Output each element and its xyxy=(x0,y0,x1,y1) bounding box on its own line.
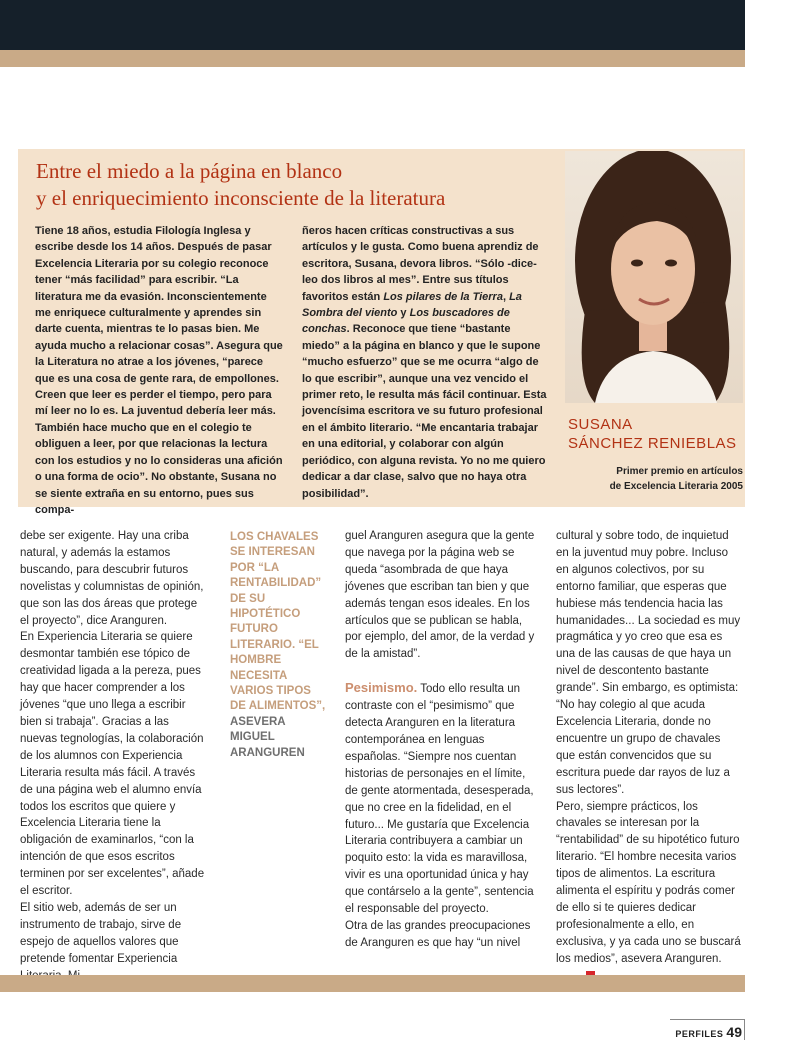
paragraph: En Experiencia Literaria se quiere desmontar también ese tópico de creatividad ligada a la pereza, pues hay que hacer comprender a los jóvenes “que uno llega a escribir bien si trabaja”. Gracias a las nuevas tegnologías, la colaboración de los alumnos con Experiencia Literaria resulta más fácil. A través de una página web el alumno envía todos los escritos que quiere y Excelencia Literaria tiene la obligación de examinarlos, “con la intención de que esos escritos terminen por ser excelentes”, añade el escritor. xyxy=(20,631,205,898)
folio-tick xyxy=(744,1019,745,1040)
bottom-tan-band xyxy=(0,975,745,992)
paragraph-text: Todo ello resulta un contraste con el “pesimismo” que detecta Aranguren en la literatura contemporánea en lenguas españolas. “Siempre nos cuentan historias de personajes en el límite, de gente atormentada, desesperada, que no cree en la fidelidad, en el futuro... Me gustaría que Excelencia Literaria contribuyera a cambiar un poquito esto: la vida es maravillosa, vivir es una oportunidad única y hay que contárselo a la gente”, sentencia el responsable del proyecto. xyxy=(345,683,534,916)
section-label: PERFILES xyxy=(675,1029,724,1039)
pull-quote xyxy=(230,530,330,761)
portrait-photo xyxy=(565,151,743,403)
article-column-1 xyxy=(20,528,208,984)
paragraph: debe ser exigente. Hay una criba natural, y además la estamos buscando, para descubrir futuros novelistas y columnistas de opinión, que son las dos áreas que protege el proyecto”, dice Aranguren. xyxy=(20,530,204,627)
box-column-1: Tiene 18 años, estudia Filología Inglesa y escribe desde los 14 años. Después de pasar Excelencia Literaria por su colegio reconoce tener “más facilidad” para escribir. “La literatura me da evasión. Inconscientemente me enriquece culturalmente y aprendes sin darte cuenta, mientras te lo pasas bien. Me ayuda mucho a relacionar cosas”. Asegura que la Literatura no atrae a los jóvenes, “parece que es una cosa de gente rara, de empollones. Creen que leer es perder el tiempo, pero para mí leer no lo es. La juventud debería leer más. También hace mucho que en el colegio te obliguen a leer, por que relacionas la lectura con los estudios y no lo consideras una afición o una forma de ocio”. No obstante, Susana no se siente extraña en su entorno, pues sus compa- xyxy=(35,225,283,516)
paragraph: cultural y sobre todo, de inquietud en la juventud muy pobre. Incluso en algunos colectivos, por su entorno familiar, que esperas que hubiese más tendencia hacia las humanidades... La sociedad es muy pragmática y yo creo que esa es una de las causas de que haya un nivel de descontento bastante grande”. Sin embargo, es optimista: “No hay colegio al que acuda Excelencia Literaria, donde no encuentre un grupo de chavales que están convencidos que su escritura puede dar rayos de luz a sus lectores”. xyxy=(556,530,741,796)
page-number: 49 xyxy=(726,1024,742,1040)
book-title-3: Los buscadores de conchas xyxy=(302,307,510,336)
book-title-1: Los pilares de la Tierra xyxy=(383,290,503,303)
box-title xyxy=(36,158,566,212)
paragraph: El sitio web, además de ser un instrumento de trabajo, sirve de espejo de aquellos valores que pretende fomentar Experiencia xyxy=(20,901,182,965)
portrait-illustration xyxy=(565,151,743,403)
box-column-2 xyxy=(302,223,550,502)
caption-award-line2: de Excelencia Literaria 2005 xyxy=(609,481,743,492)
box-col2-text-a: ñeros hacen críticas constructivas a sus artículos y le gusta. Como buena aprendiz de escritora, Susana, devora libros. “Sólo -dice- leo dos libros al mes”. Entre sus títulos favoritos están xyxy=(302,225,539,303)
folio-rule xyxy=(670,1019,745,1020)
paragraph xyxy=(556,799,741,985)
pull-quote-text: LOS CHAVALES SE INTERESAN POR “LA RENTABILIDAD” DE SU HIPOTÉTICO FUTURO LITERARIO. “EL HOMBRE NECESITA VARIOS TIPOS DE ALIMENTOS”, xyxy=(230,531,326,713)
pull-quote-attribution: ASEVERA MIGUEL ARANGUREN xyxy=(230,715,305,759)
caption-award-line1: Primer premio en artículos xyxy=(616,466,743,477)
book-separator-2: y xyxy=(397,307,410,320)
paragraph-text: Pero, siempre prácticos, los chavales se interesan por la “rentabilidad” de su hipotético futuro literario. “El hombre necesita varios tipos de alimentos. La escritura alimenta el espíritu y podrás comer de ello si te quieres dedicar profesionalmente a ello, en exclusiva, y ya cada uno se buscará los medios”, asevera Aranguren. xyxy=(556,800,741,965)
box-col2-text-b: . Reconoce que tiene “bastante miedo” a la página en blanco y que le supone “mucho esfuerzo” que se me ocurra “algo de lo que escribir”, aunque una vez vencido el primer reto, le resulta más fácil continuar. Esta jovencísima escritora ve su futuro profesional en el ámbito literario. “Me encantaria trabajar en una editorial, y colaborar con algún periódico, con alguna revista. Yo no me quiero dedicar a dar clase, salvo que no haya otra posibilidad”. xyxy=(302,323,547,500)
article-column-4 xyxy=(556,528,741,984)
paragraph: Otra de las grandes preocupaciones de Aranguren es que hay “un nivel xyxy=(345,919,531,949)
book-separator-1: , xyxy=(502,290,510,303)
top-tan-band xyxy=(0,50,745,67)
book-title-2: La Sombra del viento xyxy=(302,290,522,320)
caption-first-name: SUSANA xyxy=(568,416,633,433)
subhead: Pesimismo. xyxy=(345,680,418,696)
top-dark-band xyxy=(0,0,745,50)
page-folio xyxy=(622,1024,742,1042)
caption-award xyxy=(568,464,743,494)
caption-name xyxy=(568,415,743,453)
paragraph: guel Aranguren asegura que la gente que navega por la página web se queda “asombrada de que haya jóvenes que escriban tan bien y que además tengan esos ideales. En los artículos que se publican se habla, por ejemplo, del amor, de la verdad y de la amistad”. xyxy=(345,530,535,661)
box-title-line2: y el enriquecimiento inconsciente de la literatura xyxy=(36,186,446,210)
article-column-3 xyxy=(345,528,540,952)
paragraph xyxy=(345,680,540,918)
caption-surnames: SÁNCHEZ RENIEBLAS xyxy=(568,435,737,452)
box-title-line1: Entre el miedo a la página en blanco xyxy=(36,159,343,183)
